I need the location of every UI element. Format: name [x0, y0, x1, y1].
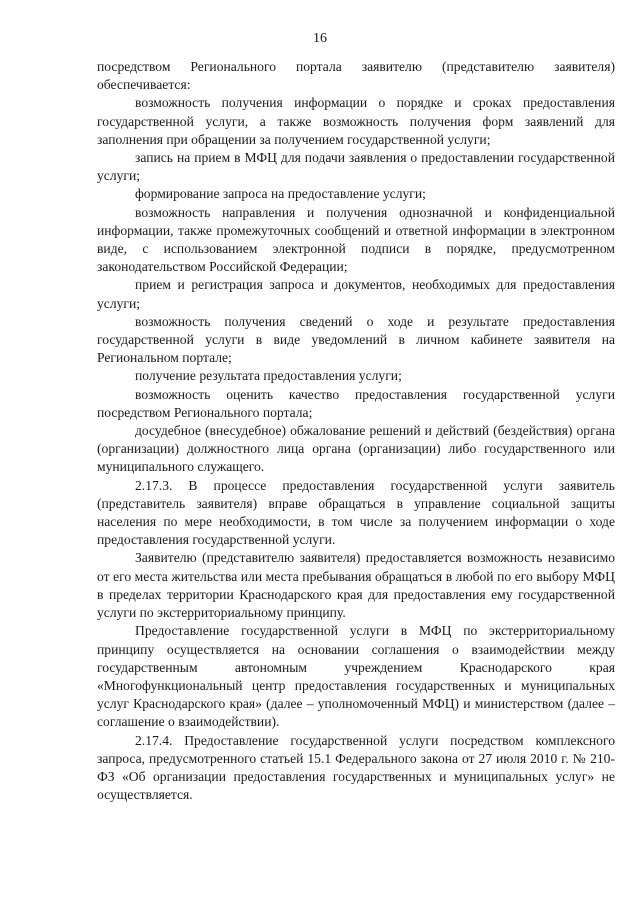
paragraph-6: прием и регистрация запроса и документов, необходимых для предоставления услуги; [97, 277, 615, 311]
paragraph-10: досудебное (внесудебное) обжалование решений и действий (бездействия) органа (организации) должностного лица органа (организации) либо государственного или муниципального служащего. [97, 423, 615, 475]
paragraph-4: формирование запроса на предоставление услуги; [135, 186, 426, 202]
paragraph-1: посредством Регионального портала заявителю (представителю заявителя) обеспечивается: [97, 59, 615, 93]
paragraph-7: возможность получения сведений о ходе и результате предоставления государственной услуги в виде уведомлений в личном кабинете заявителя на Региональном портале; [97, 313, 615, 366]
page-number: 16 [313, 31, 327, 46]
document-body [97, 58, 615, 804]
paragraph-2: возможность получения информации о порядке и сроках предоставления государственной услуги, а также возможность получения форм заявлений для заполнения при обращении за получением государственной услуги; [97, 95, 615, 147]
paragraph-11: 2.17.3. В процессе предоставления государственной услуги заявитель (представитель заявителя) вправе обращаться в управление социальной защиты населения по мере необходимости, в том числе за получением информации о ходе предоставления государственной услуги. [97, 477, 615, 548]
paragraph-13: Предоставление государственной услуги в МФЦ по экстерриториальному принципу осуществляется на основании соглашения о взаимодействии между государственным автономным учреждением Краснодарского края «Многофункциональный центр предоставления государственных и муниципальных услуг Краснодарского края» (далее – уполномоченный МФЦ) и министерством (далее – соглашение о взаимодействии). [97, 623, 615, 730]
paragraph-3: запись на прием в МФЦ для подачи заявления о предоставлении государственной услуги; [97, 150, 615, 184]
paragraph-5: возможность направления и получения однозначной и конфиденциальной информации, также промежуточных сообщений и ответной информации в электронном виде, с использованием электронной подписи в порядке, предусмотренном законодательством Российской Федерации; [97, 204, 615, 275]
paragraph-12: Заявителю (представителю заявителя) предоставляется возможность независимо от его места жительства или места пребывания обращаться в любой по его выбору МФЦ в пределах территории Краснодарского края для предоставления ему государственной услуги по экстерриториальному принципу. [97, 550, 615, 621]
paragraph-14: 2.17.4. Предоставление государственной услуги посредством комплексного запроса, предусмотренного статьей 15.1 Федерального закона от 27 июля 2010 г. № 210-ФЗ «Об организации предоставления государственных и муниципальных услуг» не осуществляется. [97, 732, 615, 803]
paragraph-9: возможность оценить качество предоставления государственной услуги посредством Регионального портала; [97, 386, 615, 420]
paragraph-8: получение результата предоставления услуги; [135, 368, 402, 384]
